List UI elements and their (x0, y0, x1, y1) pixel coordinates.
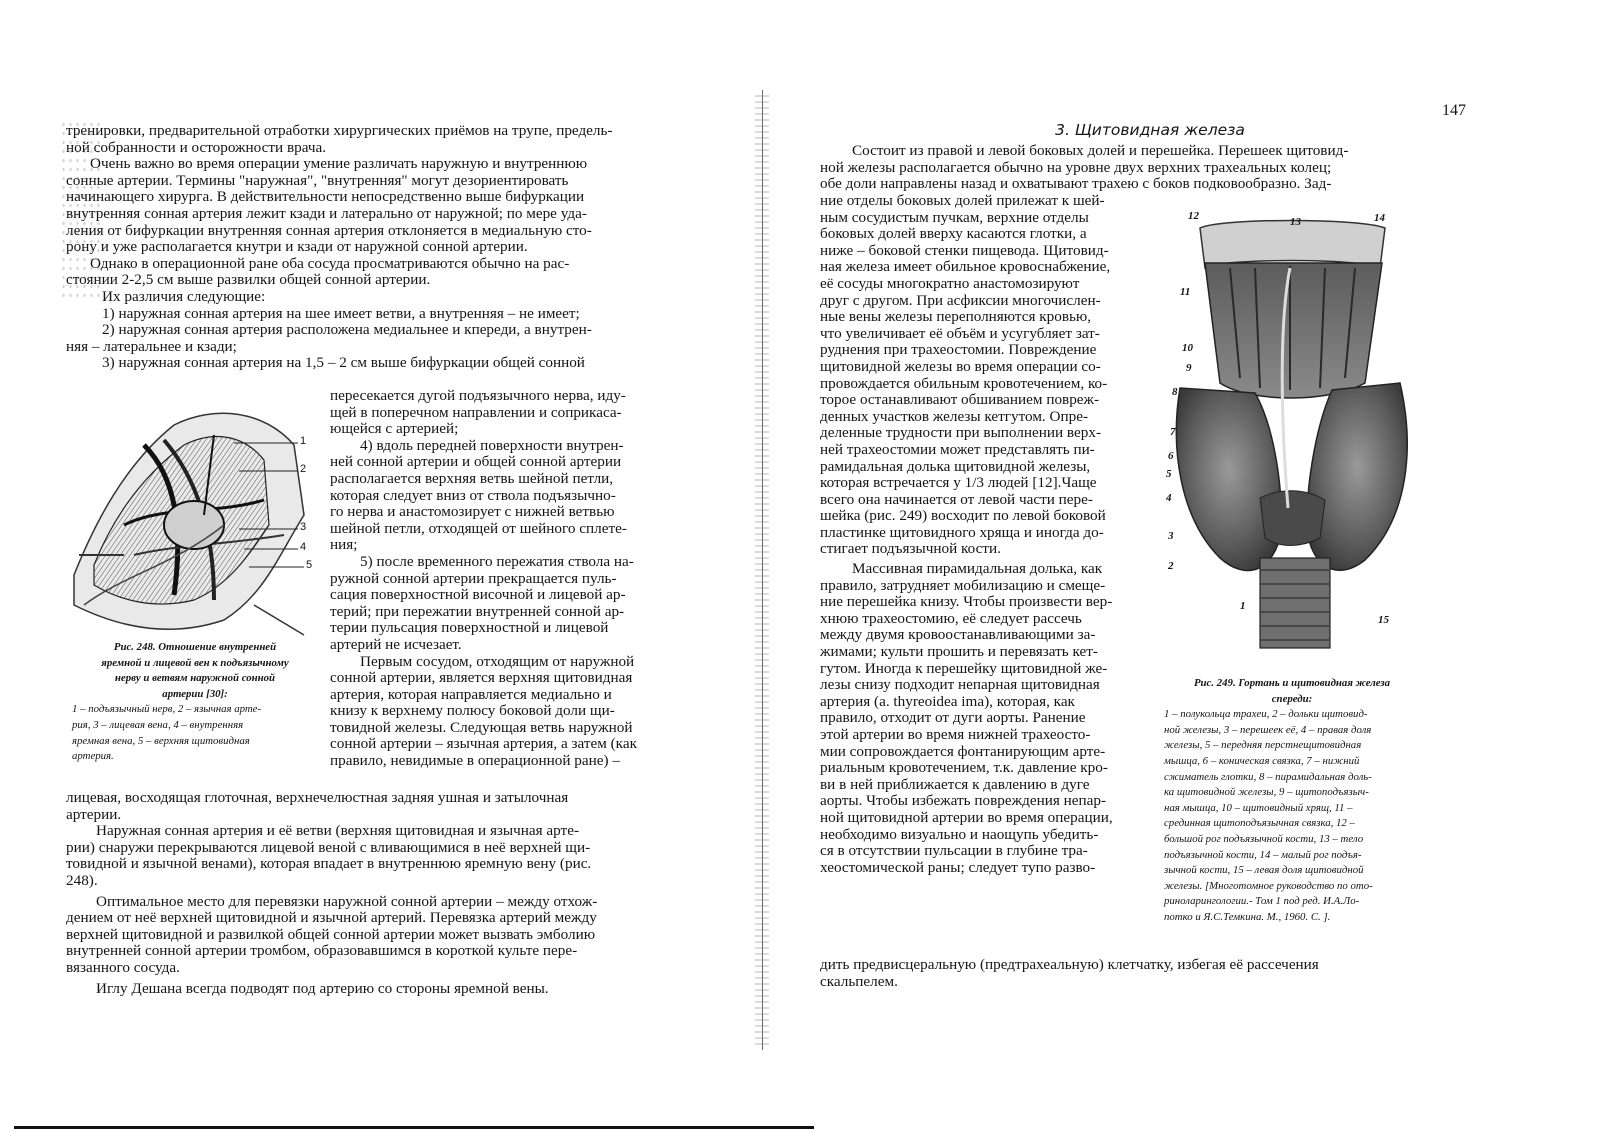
figure-248-caption (72, 640, 318, 765)
text-line: ние отделы боковых долей прилежат к шей- (820, 192, 1105, 209)
text-line: между двумя кровоостанавливающими за- (820, 626, 1096, 644)
text-line: пересекается дугой подъязычного нерва, иду- (330, 387, 626, 404)
fig249-label-15: 15 (1378, 614, 1389, 626)
fig248-label-1: 1 (300, 435, 307, 447)
text-line: начинающего хирурга. В действительности непосредственно выше бифуркации (66, 188, 585, 206)
caption-legend-line: 1 – подъязычный нерв, 2 – язычная арте- (72, 703, 262, 716)
text-line: Иглу Дешана всегда подводят под артерию со стороны яремной вены. (96, 979, 549, 997)
text-line: Очень важно во время операции умение различать наружную и внутреннюю (90, 155, 588, 173)
text-line: которая следует вниз от ствола подъязычно- (330, 486, 616, 504)
caption-legend-line: рия, 3 – лицевая вена, 4 – внутренняя (72, 718, 244, 731)
right-closing (820, 957, 1424, 990)
text-line: деленные трудности при выполнении верх- (820, 424, 1102, 442)
text-line: ным сосудистым пучкам, верхние отделы (820, 208, 1089, 226)
text-line: необходимо визуально и наощупь убедить- (820, 825, 1099, 843)
text-line: руднения при трахеостомии. Повреждение (820, 341, 1097, 359)
text-line: боковых долей вверху касаются глотки, а (820, 225, 1087, 243)
text-line: ся в отсутствии пульсации в глубине тра- (820, 842, 1088, 860)
text-line: сация поверхностной височной и лицевой ар- (330, 586, 626, 604)
text-line: Наружная сонная артерия и её ветви (верхняя щитовидная и язычная арте- (96, 822, 579, 840)
text-line: гутом. Иногда к перешейку щитовидной же- (820, 659, 1108, 677)
left-bottom-paragraphs (66, 790, 672, 997)
fig249-label-4: 4 (1166, 492, 1172, 504)
text-line: ющейся с артерией; (330, 420, 459, 438)
text-line: верхней щитовидной и развилкой общей сонной артерии может вызвать эмболию (66, 925, 596, 943)
fig249-label-6: 6 (1168, 450, 1174, 462)
gutter-line (762, 90, 763, 1050)
text-line: сонной артерии, является верхняя щитовидная (330, 669, 633, 687)
caption-legend-line: ная мышца, 10 – щитовидный хрящ, 11 – (1164, 801, 1353, 814)
text-line: ной собранности и осторожности врача. (66, 138, 327, 156)
text-line: сонные артерии. Термины "наружная", "внутренняя" могут дезориентировать (66, 171, 569, 189)
text-line: товидной железы. Следующая ветвь наружной (330, 718, 633, 736)
caption-legend-line: большой рог подъязычной кости, 13 – тело (1164, 832, 1364, 845)
caption-legend-line: ка щитовидной железы, 9 – щитоподъязыч- (1164, 786, 1369, 799)
caption-legend-line: артерия. (72, 750, 114, 763)
text-line: 248). (66, 871, 98, 889)
text-line: скальпелем. (820, 972, 898, 990)
text-line: дением от неё верхней щитовидной и язычной артерий. Перевязка артерий между (66, 909, 597, 927)
caption-title-line: Рис. 249. Гортань и щитовидная железа (1193, 677, 1391, 689)
caption-legend-line: подъязычной кости, 14 – малый рог подъя- (1164, 848, 1362, 861)
text-line: которая встречается у 1/3 людей [12].Чаще (820, 474, 1097, 492)
fig249-label-2: 2 (1168, 560, 1174, 572)
text-line: аорты. Чтобы избежать повреждения непар- (820, 792, 1107, 810)
text-line: тренировки, предварительной отработки хирургических приёмов на трупе, предель- (66, 122, 613, 139)
text-line: внутренняя сонная артерия лежит кзади и латерально от наружной; по мере уда- (66, 204, 587, 222)
text-line: дить предвисцеральную (предтрахеальную) клетчатку, избегая её рассечения (820, 956, 1319, 973)
text-line: стигает подъязычной кости. (820, 540, 1001, 558)
text-line: пластинке щитовидного хряща и иногда до- (820, 523, 1104, 541)
text-line: ней трахеостомии может представлять пи- (820, 440, 1095, 458)
text-line: Их различия следующие: (102, 287, 266, 305)
text-line: рону и уже располагается кнутри и кзади от наружной сонной артерии. (66, 238, 528, 256)
caption-title-line: артерии [30]: (162, 687, 228, 700)
text-line: хнюю трахеостомию, её следует рассечь (820, 609, 1082, 627)
text-line: терии пульсация поверхностной и лицевой (330, 619, 609, 637)
text-line: вязанного сосуда. (66, 958, 180, 976)
text-line: внутренней сонной артерии тромбом, образовавшимся в короткой культе пере- (66, 942, 578, 960)
fig249-label-5: 5 (1166, 468, 1172, 480)
text-line: товидной и язычной венами), которая впадает в внутреннюю яремную вену (рис. (66, 855, 592, 873)
text-line: денных участков железы кетгутом. Опре- (820, 407, 1089, 425)
text-line: лицевая, восходящая глоточная, верхнечелюстная задняя ушная и затылочная (66, 789, 569, 806)
left-top-paragraphs (66, 123, 672, 372)
text-line: сонной артерии – язычная артерия, а затем (как (330, 735, 637, 753)
text-line: Массивная пирамидальная долька, как (852, 560, 1103, 578)
caption-legend-line: сжиматель глотки, 8 – пирамидальная доль- (1164, 770, 1372, 783)
text-line: друг с другом. При асфиксии многочислен- (820, 291, 1101, 309)
text-line: правило, отходит от дуги аорты. Ранение (820, 709, 1086, 727)
page-number: 147 (1442, 102, 1466, 119)
text-line: Оптимальное место для перевязки наружной сонной артерии – между отхож- (96, 892, 598, 910)
text-line: терий; при пережатии внутренней сонной ар- (330, 602, 625, 620)
left-page (0, 0, 760, 1132)
caption-title-line: Рис. 248. Отношение внутренней (113, 641, 277, 653)
text-line: хеостомической раны; следует тупо разво- (820, 858, 1096, 876)
text-line: ниже – боковой стенки пищевода. Щитовид- (820, 241, 1109, 259)
text-line: ней сонной артерии и общей сонной артерии (330, 453, 622, 471)
text-line: Первым сосудом, отходящим от наружной (360, 652, 635, 670)
caption-legend-line: яремная вена, 5 – верхняя щитовидная (72, 734, 250, 747)
text-line: шейной петли, отходящей от шейного сплете- (330, 519, 627, 537)
fig249-label-13: 13 (1290, 216, 1301, 228)
text-line: няя – латеральнее и кзади; (66, 337, 237, 355)
text-line: что увеличивает её объём и усугубляет зат- (820, 324, 1100, 342)
fig249-label-3: 3 (1168, 530, 1174, 542)
fig249-label-14: 14 (1374, 212, 1385, 224)
text-line: 1) наружная сонная артерия на шее имеет ветви, а внутренняя – не имеет; (102, 304, 580, 322)
text-line: располагается верхняя ветвь шейной петли, (330, 469, 614, 487)
caption-legend-line: 1 – полукольца трахеи, 2 – дольки щитовид- (1164, 708, 1368, 721)
larynx-thyroid-illustration (1160, 208, 1420, 658)
fig248-label-5: 5 (306, 559, 313, 571)
bottom-scan-rule (14, 1126, 814, 1129)
text-line: мии сопровождается фонтанирующим арте- (820, 742, 1106, 760)
neck-dissection-illustration (64, 405, 324, 637)
caption-legend-line: зычной кости, 15 – левая доля щитовидной (1164, 864, 1364, 877)
text-line: обе доли направлены назад и охватывают трахею с боков подковообразно. Зад- (820, 175, 1332, 193)
right-intro (820, 143, 1424, 193)
text-line: артерий не исчезает. (330, 635, 462, 653)
text-line: 3) наружная сонная артерия на 1,5 – 2 см выше бифуркации общей сонной (102, 354, 585, 372)
text-line: ние перешейка книзу. Чтобы произвести вер- (820, 593, 1113, 611)
figure-249-caption (1164, 676, 1420, 926)
caption-title-line: спереди: (1271, 692, 1313, 705)
fig249-label-7: 7 (1170, 426, 1176, 438)
left-side-column (330, 388, 672, 770)
text-line: ния; (330, 536, 358, 554)
text-line: ная железа имеет обильное кровоснабжение, (820, 258, 1111, 276)
fig249-label-10: 10 (1182, 342, 1193, 354)
text-line: 2) наружная сонная артерия расположена медиальнее и кпереди, а внутрен- (102, 321, 592, 339)
section-title: 3. Щитовидная железа (1055, 121, 1245, 139)
text-line: правило, затрудняет мобилизацию и смеще- (820, 576, 1106, 594)
text-line: ления от бифуркации внутренняя сонная артерия отклоняется в медиальную сто- (66, 221, 592, 239)
text-line: риальным кровотечением, т.к. давление кро- (820, 759, 1108, 777)
caption-legend-line: риноларингологии.- Том 1 под ред. И.А.Ло- (1164, 895, 1360, 908)
text-line: лезы снизу подходит непарная щитовидная (820, 676, 1100, 694)
text-line: артерии. (66, 805, 122, 823)
text-line: жимами; культи прошить и перевязать кет- (820, 643, 1098, 661)
text-line: торое останавливают обшиванием повреж- (820, 391, 1100, 409)
caption-title-line: яремной и лицевой вен к подъязычному (101, 656, 289, 669)
fig249-label-9: 9 (1186, 362, 1192, 374)
text-line: провождается обильным кровотечением, ко- (820, 374, 1108, 392)
fig248-label-3: 3 (300, 521, 307, 533)
fig249-label-11: 11 (1180, 286, 1191, 298)
text-line: рии) снаружи перекрываются лицевой веной с вливающимися в неё верхней щи- (66, 838, 591, 856)
text-line: щей в поперечном направлении и соприкаса- (330, 403, 622, 421)
text-line: ные вены железы переполняются кровью, (820, 308, 1092, 326)
text-line: 4) вдоль передней поверхности внутрен- (360, 436, 624, 454)
figure-249 (1160, 208, 1420, 658)
caption-legend-line: срединная щитоподъязычная связка, 12 – (1164, 817, 1355, 830)
caption-legend-line: железы. [Многотомное руководство по ото- (1164, 879, 1373, 892)
caption-legend-line: мышца, 6 – коническая связка, 7 – нижний (1164, 754, 1360, 767)
text-line: книзу к верхнему полюсу боковой доли щи- (330, 702, 615, 720)
text-line: 5) после временного пережатия ствола на- (360, 552, 634, 570)
caption-title-line: нерву и ветвям наружной сонной (114, 672, 276, 685)
text-line: всего она начинается от левой части пере- (820, 490, 1093, 508)
text-line: её сосуды многократно анастомозируют (820, 274, 1080, 292)
text-line: ной железы располагается обычно на уровне двух верхних трахеальных колец; (820, 158, 1332, 176)
text-line: артерия, которая направляется медиально и (330, 685, 612, 703)
text-line: правило, невидимые в операционной ране) – (330, 752, 620, 770)
text-line: Состоит из правой и левой боковых долей и перешейка. Перешеек щитовид- (852, 142, 1349, 159)
fig248-label-2: 2 (300, 463, 307, 475)
text-line: шейка (рис. 249) восходит по левой боковой (820, 507, 1106, 525)
right-main-column (820, 193, 1152, 876)
figure-248 (64, 405, 324, 637)
text-line: ной щитовидной артерии во время операции, (820, 808, 1113, 826)
text-line: артерия (a. thyreoidea ima), которая, как (820, 692, 1075, 710)
text-line: ви в ней приближается к давлению в дуге (820, 775, 1090, 793)
text-line: го нерва и анастомозирует с нижней ветвью (330, 503, 615, 521)
fig248-label-4: 4 (300, 541, 307, 553)
caption-legend-line: ной железы, 3 – перешеек её, 4 – правая доля (1164, 723, 1372, 736)
caption-legend-line: потко и Я.С.Темкина. М., 1960. С. ]. (1164, 910, 1331, 923)
text-line: Однако в операционной ране оба сосуда просматриваются обычно на рас- (90, 254, 570, 272)
text-line: стоянии 2-2,5 см выше развилки общей сонной артерии. (66, 271, 431, 289)
text-line: щитовидной железы во время операции со- (820, 357, 1101, 375)
text-line: рамидальная долька щитовидной железы, (820, 457, 1091, 475)
text-line: ружной сонной артерии прекращается пуль- (330, 569, 617, 587)
caption-legend-line: железы, 5 – передняя перстнещитовидная (1164, 739, 1362, 752)
text-line: этой артерии во время нижней трахеосто- (820, 726, 1091, 743)
fig249-label-12: 12 (1188, 210, 1199, 222)
fig249-label-8: 8 (1172, 386, 1178, 398)
fig249-label-1: 1 (1240, 600, 1246, 612)
